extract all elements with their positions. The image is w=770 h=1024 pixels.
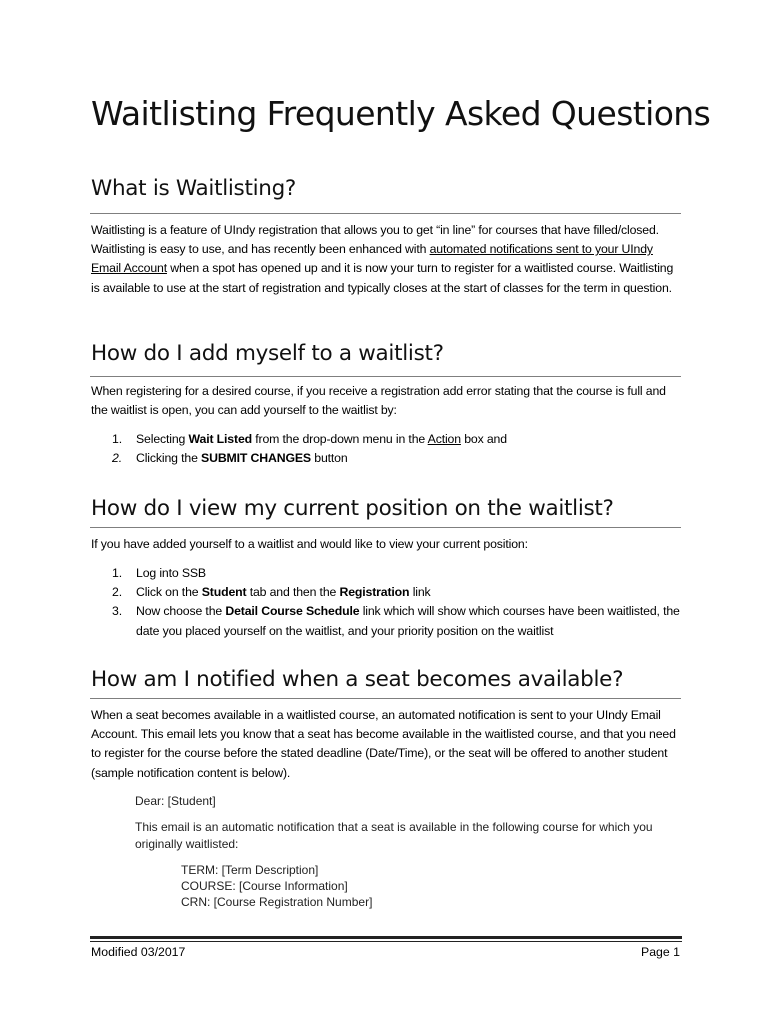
list-bold-text: Student: [201, 585, 247, 600]
footer-divider-thin: [90, 941, 682, 942]
footer-modified-date: Modified 03/2017: [91, 945, 186, 959]
section-paragraph: When registering for a desired course, if you receive a registration add error stating that the course is full and the waitlist is open, you can add yourself to the waitlist by:: [91, 384, 666, 418]
list-text: Log into SSB: [136, 566, 206, 580]
list-item: [112, 583, 692, 602]
list-number: 1.: [112, 432, 122, 446]
list-text: link: [409, 585, 431, 600]
list-number: 2.: [112, 585, 122, 600]
email-course: COURSE: [Course Information]: [181, 879, 348, 893]
list-text: Now choose the: [136, 604, 226, 619]
list-number: 1.: [112, 566, 122, 580]
list-text: Clicking the: [136, 451, 202, 466]
add-steps-list: [112, 430, 692, 468]
list-item: [112, 449, 692, 468]
section-heading-add-to-waitlist: How do I add myself to a waitlist?: [91, 341, 444, 366]
section-heading-notification: How am I notified when a seat becomes available?: [91, 667, 624, 692]
email-greeting: Dear: [Student]: [135, 794, 216, 808]
list-text: button: [310, 451, 348, 466]
list-number: 2.: [112, 451, 122, 466]
section-divider: [90, 698, 681, 699]
email-notification-link[interactable]: automated notifications sent to your UIndy Email Account: [91, 242, 653, 276]
page-title: Waitlisting Frequently Asked Questions: [91, 94, 711, 133]
list-text: tab and then the: [246, 585, 340, 600]
section-divider: [90, 527, 681, 528]
list-bold-text: Detail Course Schedule: [225, 604, 360, 619]
list-text: box and: [460, 432, 507, 446]
section-paragraph: When a seat becomes available in a waitlisted course, an automated notification is sent to your UIndy Email Account. This email lets you know that a seat has become available in the waitlisted course, and that you need to register for the course before the stated deadline (Date/Time), or the seat will be offered to another student (sample notification content is below).: [91, 708, 676, 780]
section-divider: [90, 213, 681, 214]
list-item: [112, 564, 692, 583]
footer-divider: [90, 936, 682, 939]
section-paragraph: [91, 221, 683, 298]
paragraph-text: when a spot has opened up and it is now your turn to register for a waitlisted course. Waitlisting is available to use at the start of registration and typically closes at the start of classes for the term in question.: [91, 261, 674, 295]
email-term: TERM: [Term Description]: [181, 863, 319, 877]
list-number: 3.: [112, 604, 122, 619]
paragraph-text: Waitlisting is a feature of UIndy registration that allows you to get “in line” for courses that have filled/closed. Waitlisting is easy to use, and has recently been enhanced with: [91, 223, 659, 257]
email-body: This email is an automatic notification that a seat is available in the following course for which you originally waitlisted:: [135, 820, 653, 851]
list-bold-text: Registration: [339, 585, 410, 600]
view-steps-list: [112, 564, 692, 641]
list-text: Selecting: [136, 432, 189, 446]
section-divider: [90, 376, 681, 377]
list-item: [112, 430, 692, 449]
list-bold-text: Wait Listed: [188, 432, 252, 446]
list-bold-text: SUBMIT CHANGES: [201, 451, 311, 466]
section-heading-what-is-waitlisting: What is Waitlisting?: [91, 176, 297, 201]
email-crn: CRN: [Course Registration Number]: [181, 895, 373, 909]
list-text: Click on the: [136, 585, 202, 600]
action-link[interactable]: Action: [427, 432, 461, 446]
list-item: [112, 602, 692, 640]
list-text: link which will show which courses have been waitlisted, the date you placed yourself on the waitlist, and your priority position on the waitlist: [136, 604, 680, 638]
footer-page-number: Page 1: [641, 945, 680, 959]
section-heading-view-position: How do I view my current position on the waitlist?: [91, 496, 614, 521]
section-paragraph: If you have added yourself to a waitlist and would like to view your current position:: [91, 537, 528, 551]
list-text: from the drop-down menu in the: [252, 432, 428, 446]
